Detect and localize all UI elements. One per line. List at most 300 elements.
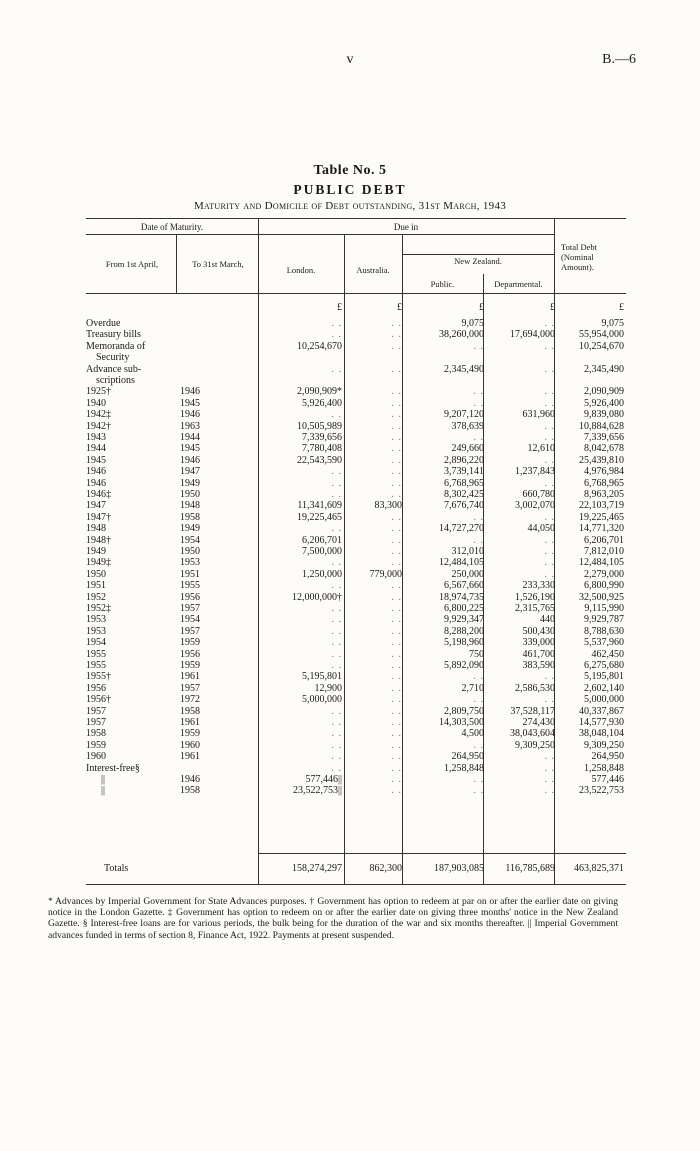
public-debt-table (86, 218, 626, 884)
australia-cell: . . (391, 705, 402, 717)
to-year-cell (180, 329, 256, 340)
london-cell: 11,341,609 (297, 500, 342, 512)
to-year-cell: 1959 (180, 660, 200, 671)
total-cell: 6,275,680 (584, 660, 624, 671)
from-year-cell: scriptions (86, 375, 135, 386)
to-year-cell: 1950 (180, 546, 200, 557)
public-cell: 6,800,225 (444, 603, 484, 614)
from-year-cell: 1953 (86, 614, 106, 626)
header-from: From 1st April, (105, 259, 159, 269)
from-year-cell: 1954 (86, 637, 106, 649)
london-cell: . . (331, 318, 342, 329)
total-cell: 8,042,678 (584, 443, 624, 455)
footnotes (48, 896, 618, 941)
departmental-cell: . . (544, 694, 555, 706)
to-year-cell: 1958 (180, 705, 200, 717)
london-cell: 5,000,000 (302, 694, 342, 706)
departmental-cell: 461,700 (522, 648, 555, 660)
table-row (86, 580, 626, 591)
departmental-cell: 37,528,117 (510, 705, 555, 717)
to-year-cell: 1955 (180, 580, 200, 592)
public-cell: 3,739,141 (444, 466, 484, 478)
public-cell: 2,896,220 (444, 454, 484, 466)
total-cell: 19,225,465 (579, 511, 624, 523)
table-row (86, 535, 626, 546)
departmental-cell: 12,610 (527, 443, 555, 455)
table-row (86, 603, 626, 614)
total-cell: 55,954,000 (579, 329, 624, 341)
public-cell: . . (473, 511, 484, 523)
australia-cell: . . (391, 534, 402, 546)
from-year-cell: 1955 (86, 660, 106, 671)
public-cell: . . (473, 671, 484, 683)
australia-cell: . . (391, 751, 402, 763)
table-row (86, 500, 626, 511)
departmental-cell: . . (544, 397, 555, 409)
public-cell: 5,892,090 (444, 660, 484, 671)
london-cell: 23,522,753|| (292, 785, 342, 797)
total-cell: 2,345,490 (584, 363, 624, 375)
public-cell: 18,974,735 (439, 591, 484, 603)
london-cell: . . (331, 648, 342, 660)
departmental-cell: 3,002,070 (515, 500, 555, 512)
from-year-cell: || (86, 785, 106, 797)
departmental-cell: 274,430 (522, 717, 555, 728)
total-cell: 5,537,960 (584, 637, 624, 649)
from-year-cell: 1955 (86, 648, 106, 660)
departmental-cell: 500,430 (522, 625, 555, 637)
public-cell: 8,302,425 (444, 489, 484, 500)
total-cell: 10,884,628 (579, 420, 624, 432)
total-cell: 462,450 (591, 648, 624, 660)
page-roman-numeral: v (346, 52, 354, 67)
total-cell: 25,439,810 (579, 454, 624, 466)
public-cell: 1,258,848 (444, 762, 484, 774)
australia-cell: . . (391, 318, 402, 329)
departmental-cell: 38,043,604 (510, 728, 555, 740)
london-cell: . . (331, 580, 342, 592)
australia-cell: . . (391, 557, 402, 569)
table-row (86, 706, 626, 717)
public-cell: . . (473, 785, 484, 797)
table-row (86, 432, 626, 443)
public-cell: . . (473, 694, 484, 706)
to-year-cell: 1948 (180, 500, 200, 512)
from-year-cell: 1946‡ (86, 489, 111, 500)
departmental-cell: . . (544, 534, 555, 546)
total-australia: 862,300 (369, 863, 402, 874)
australia-cell: . . (391, 580, 402, 592)
table-row (86, 649, 626, 660)
total-cell: 6,800,990 (584, 580, 624, 592)
public-cell: 38,260,000 (439, 329, 484, 341)
public-cell: 9,929,347 (444, 614, 484, 626)
london-cell: . . (331, 603, 342, 614)
total-cell: 4,976,984 (584, 466, 624, 478)
public-cell: . . (473, 386, 484, 398)
to-year-cell (180, 352, 256, 363)
london-cell: 6,206,701 (302, 534, 342, 546)
london-cell: 12,900 (314, 682, 342, 694)
total-cell: 2,279,000 (584, 568, 624, 580)
from-year-cell: 1956† (86, 694, 111, 706)
australia-cell: . . (391, 603, 402, 614)
total-cell: 2,090,909 (584, 386, 624, 398)
public-cell: 14,303,500 (439, 717, 484, 728)
australia-cell: . . (391, 785, 402, 797)
australia-cell: . . (391, 660, 402, 671)
table-row (86, 489, 626, 500)
to-year-cell: 1953 (180, 557, 200, 569)
footnote-text: * Advances by Imperial Government for State Advances purposes. † Government has option to redeem at par on or after the earlier date on giving notice in the London Gazette. ‡ Government has option to redeem on or after the earlier date on giving three months' notice in the New Zealand Gazette. § Interest-free loans are for various periods, the bulk being for the duration of the war and six months thereafter. || Imperial Government advances funded in terms of section 8, Finance Act, 1922. Payments at present suspended. (48, 896, 618, 941)
departmental-cell: . . (544, 511, 555, 523)
departmental-cell: 17,694,000 (510, 329, 555, 341)
australia-cell: 83,300 (374, 500, 402, 512)
australia-cell: . . (391, 340, 402, 352)
to-year-cell (180, 763, 256, 774)
table-row (86, 478, 626, 489)
to-year-cell: 1956 (180, 591, 200, 603)
table-number: Table No. 5 (313, 163, 387, 178)
totals-row (86, 863, 626, 874)
london-cell: . . (331, 625, 342, 637)
australia-cell: . . (391, 386, 402, 398)
table-row (86, 740, 626, 751)
public-cell: 9,075 (461, 318, 484, 329)
table-row (86, 352, 626, 363)
currency-symbol: £ (619, 302, 624, 313)
departmental-cell: 631,960 (522, 409, 555, 421)
london-cell: . . (331, 329, 342, 341)
header-departmental: Departmental. (494, 279, 543, 289)
table-row (86, 341, 626, 352)
london-cell: 10,254,670 (297, 340, 342, 352)
table-row (86, 785, 626, 796)
header-date-of-maturity: Date of Maturity. (140, 222, 204, 232)
total-cell: 38,048,104 (579, 728, 624, 740)
from-year-cell: 1947 (86, 500, 106, 512)
australia-cell: . . (391, 546, 402, 557)
table-row (86, 318, 626, 329)
australia-cell: . . (391, 762, 402, 774)
header-london: London. (286, 265, 316, 275)
london-cell: . . (331, 614, 342, 626)
table-row (86, 614, 626, 625)
london-cell: 19,225,465 (297, 511, 342, 523)
from-year-cell: 1953 (86, 625, 106, 637)
header-to: To 31st March, (192, 259, 244, 269)
from-year-cell: Treasury bills (86, 329, 141, 341)
table-row (86, 375, 626, 386)
total-london: 158,274,297 (292, 863, 342, 874)
total-cell: 32,500,925 (579, 591, 624, 603)
australia-cell: . . (391, 614, 402, 626)
total-cell: 9,929,787 (584, 614, 624, 626)
departmental-cell: . . (544, 557, 555, 569)
to-year-cell (180, 341, 256, 352)
table-row (86, 557, 626, 568)
australia-cell: . . (391, 477, 402, 489)
from-year-cell: 1957 (86, 705, 106, 717)
london-cell: 12,000,000† (292, 591, 342, 603)
london-cell: . . (331, 728, 342, 740)
table-row (86, 523, 626, 534)
table-row (86, 421, 626, 432)
australia-cell: . . (391, 774, 402, 785)
total-cell: 40,337,867 (579, 705, 624, 717)
to-year-cell: 1963 (180, 420, 200, 432)
london-cell: . . (331, 660, 342, 671)
total-departmental: 116,785,689 (505, 863, 555, 874)
total-cell: 264,950 (591, 751, 624, 763)
total-cell: 577,446 (591, 774, 624, 785)
table-row (86, 443, 626, 454)
departmental-cell: 339,000 (522, 637, 555, 649)
table-row (86, 398, 626, 409)
departmental-cell: . . (544, 671, 555, 683)
departmental-cell: . . (544, 318, 555, 329)
from-year-cell: Advance sub- (86, 363, 142, 375)
document-reference: B.—6 (602, 52, 636, 67)
total-cell: 2,602,140 (584, 682, 624, 694)
london-cell: . . (331, 751, 342, 763)
public-cell: . . (473, 774, 484, 785)
from-year-cell: 1955† (86, 671, 111, 683)
australia-cell: . . (391, 648, 402, 660)
to-year-cell: 1958 (180, 785, 200, 797)
table-row (86, 569, 626, 580)
public-cell: 12,484,105 (439, 557, 484, 569)
from-year-cell: 1958 (86, 728, 106, 740)
departmental-cell: . . (544, 363, 555, 375)
currency-symbol: £ (337, 302, 342, 313)
from-year-cell: 1948† (86, 534, 111, 546)
london-cell: . . (331, 363, 342, 375)
departmental-cell: 660,780 (522, 489, 555, 500)
total-cell (558, 352, 624, 363)
london-cell: . . (331, 739, 342, 751)
australia-cell: . . (391, 489, 402, 500)
to-year-cell: 1957 (180, 682, 200, 694)
london-cell: 7,339,656 (302, 432, 342, 443)
currency-symbol: £ (550, 302, 555, 313)
from-year-cell: 1945 (86, 454, 106, 466)
from-year-cell: 1947† (86, 511, 111, 523)
table-row (86, 637, 626, 648)
australia-cell (346, 352, 402, 363)
table-row (86, 455, 626, 466)
table-row (86, 751, 626, 762)
australia-cell: . . (391, 728, 402, 740)
table-row (86, 763, 626, 774)
departmental-cell: . . (544, 454, 555, 466)
australia-cell: 779,000 (369, 568, 402, 580)
australia-cell: . . (391, 409, 402, 421)
to-year-cell: 1972 (180, 694, 200, 706)
from-year-cell: 1952‡ (86, 603, 111, 614)
total-cell: 23,522,753 (579, 785, 624, 797)
public-cell: . . (473, 340, 484, 352)
london-cell: 22,543,590 (297, 454, 342, 466)
public-cell: . . (473, 432, 484, 443)
london-cell: . . (331, 717, 342, 728)
table-title: PUBLIC DEBT (293, 182, 407, 197)
to-year-cell: 1950 (180, 489, 200, 500)
total-debt: 463,825,371 (574, 863, 624, 874)
table-row (86, 728, 626, 739)
to-year-cell: 1957 (180, 603, 200, 614)
departmental-cell: . . (544, 785, 555, 797)
london-cell: . . (331, 705, 342, 717)
totals-label: Totals (104, 863, 129, 874)
total-cell: 9,115,990 (584, 603, 624, 614)
to-year-cell: 1945 (180, 397, 200, 409)
public-cell: 750 (469, 648, 484, 660)
total-cell: 7,812,010 (584, 546, 624, 557)
from-year-cell: 1925† (86, 386, 111, 398)
to-year-cell: 1959 (180, 637, 200, 649)
total-cell: 8,788,630 (584, 625, 624, 637)
to-year-cell: 1958 (180, 511, 200, 523)
public-cell: 4,500 (461, 728, 484, 740)
public-cell: 264,950 (451, 751, 484, 763)
australia-cell: . . (391, 511, 402, 523)
total-cell: 9,309,250 (584, 739, 624, 751)
currency-symbol: £ (397, 302, 402, 313)
public-cell (404, 375, 484, 386)
table-row (86, 683, 626, 694)
from-year-cell: 1959 (86, 739, 106, 751)
from-year-cell: 1946 (86, 466, 106, 478)
london-cell: 7,780,408 (302, 443, 342, 455)
table-row (86, 329, 626, 340)
total-cell: 9,075 (601, 318, 624, 329)
departmental-cell: . . (544, 386, 555, 398)
australia-cell: . . (391, 523, 402, 535)
to-year-cell (180, 364, 256, 375)
public-cell: 249,660 (451, 443, 484, 455)
departmental-cell: . . (544, 762, 555, 774)
table-row (86, 626, 626, 637)
total-public: 187,903,085 (434, 863, 484, 874)
london-cell: . . (331, 557, 342, 569)
departmental-cell: 440 (540, 614, 555, 626)
public-cell: . . (473, 739, 484, 751)
to-year-cell: 1949 (180, 523, 200, 535)
to-year-cell: 1956 (180, 648, 200, 660)
australia-cell: . . (391, 717, 402, 728)
to-year-cell (180, 318, 256, 329)
public-cell: 7,676,740 (444, 500, 484, 512)
total-cell: 6,768,965 (584, 477, 624, 489)
from-year-cell: 1949‡ (86, 557, 111, 569)
public-cell (404, 352, 484, 363)
from-year-cell: 1951 (86, 580, 106, 592)
from-year-cell: || (86, 774, 106, 785)
public-cell: 2,710 (461, 682, 484, 694)
departmental-cell: 2,315,765 (515, 603, 555, 614)
to-year-cell: 1946 (180, 409, 200, 421)
australia-cell: . . (391, 443, 402, 455)
table-row (86, 592, 626, 603)
total-cell: 5,000,000 (584, 694, 624, 706)
departmental-cell: . . (544, 546, 555, 557)
from-year-cell: 1940 (86, 397, 106, 409)
total-cell: 1,258,848 (584, 762, 624, 774)
to-year-cell: 1960 (180, 739, 200, 751)
london-cell (258, 375, 342, 386)
to-year-cell: 1947 (180, 466, 200, 478)
table-row (86, 364, 626, 375)
from-year-cell: 1942‡ (86, 409, 111, 421)
from-year-cell: Security (86, 352, 130, 364)
departmental-cell: 2,586,530 (515, 682, 555, 694)
from-year-cell: 1960 (86, 751, 106, 763)
header-public: Public. (430, 279, 455, 289)
to-year-cell: 1961 (180, 717, 200, 728)
london-cell: . . (331, 762, 342, 774)
total-cell: 10,254,670 (579, 340, 624, 352)
to-year-cell: 1959 (180, 728, 200, 740)
public-cell: . . (473, 534, 484, 546)
to-year-cell: 1946 (180, 386, 200, 398)
australia-cell: . . (391, 671, 402, 683)
to-year-cell: 1946 (180, 454, 200, 466)
total-cell: 7,339,656 (584, 432, 624, 443)
london-cell: 5,195,801 (302, 671, 342, 683)
london-cell: 577,446|| (305, 774, 342, 785)
total-cell: 9,839,080 (584, 409, 624, 421)
australia-cell: . . (391, 363, 402, 375)
header-due-in: Due in (393, 222, 419, 232)
total-cell (558, 375, 624, 386)
header-australia: Australia. (356, 265, 390, 275)
table-row (86, 774, 626, 785)
from-year-cell: 1946 (86, 477, 106, 489)
from-year-cell: 1944 (86, 443, 106, 455)
departmental-cell: . . (544, 340, 555, 352)
public-cell: . . (473, 397, 484, 409)
london-cell: 5,926,400 (302, 397, 342, 409)
australia-cell: . . (391, 397, 402, 409)
public-cell: 9,207,120 (444, 409, 484, 421)
table-row (86, 409, 626, 420)
public-cell: 14,727,270 (439, 523, 484, 535)
table-row (86, 466, 626, 477)
to-year-cell: 1954 (180, 614, 200, 626)
london-cell: 1,250,000 (302, 568, 342, 580)
total-cell: 6,206,701 (584, 534, 624, 546)
to-year-cell: 1949 (180, 477, 200, 489)
from-year-cell: 1948 (86, 523, 106, 535)
departmental-cell: . . (544, 568, 555, 580)
total-cell: 5,926,400 (584, 397, 624, 409)
to-year-cell: 1951 (180, 568, 200, 580)
to-year-cell: 1946 (180, 774, 200, 785)
from-year-cell: 1943 (86, 432, 106, 443)
departmental-cell: 9,309,250 (515, 739, 555, 751)
departmental-cell: . . (544, 432, 555, 443)
from-year-cell: 1956 (86, 682, 106, 694)
london-cell: . . (331, 489, 342, 500)
london-cell: 2,090,909* (297, 386, 342, 398)
header-new-zealand: New Zealand. (454, 256, 502, 266)
departmental-cell: . . (544, 751, 555, 763)
table-row (86, 671, 626, 682)
public-cell: 5,198,960 (444, 637, 484, 649)
public-cell: 2,809,750 (444, 705, 484, 717)
london-cell: 7,500,000 (302, 546, 342, 557)
